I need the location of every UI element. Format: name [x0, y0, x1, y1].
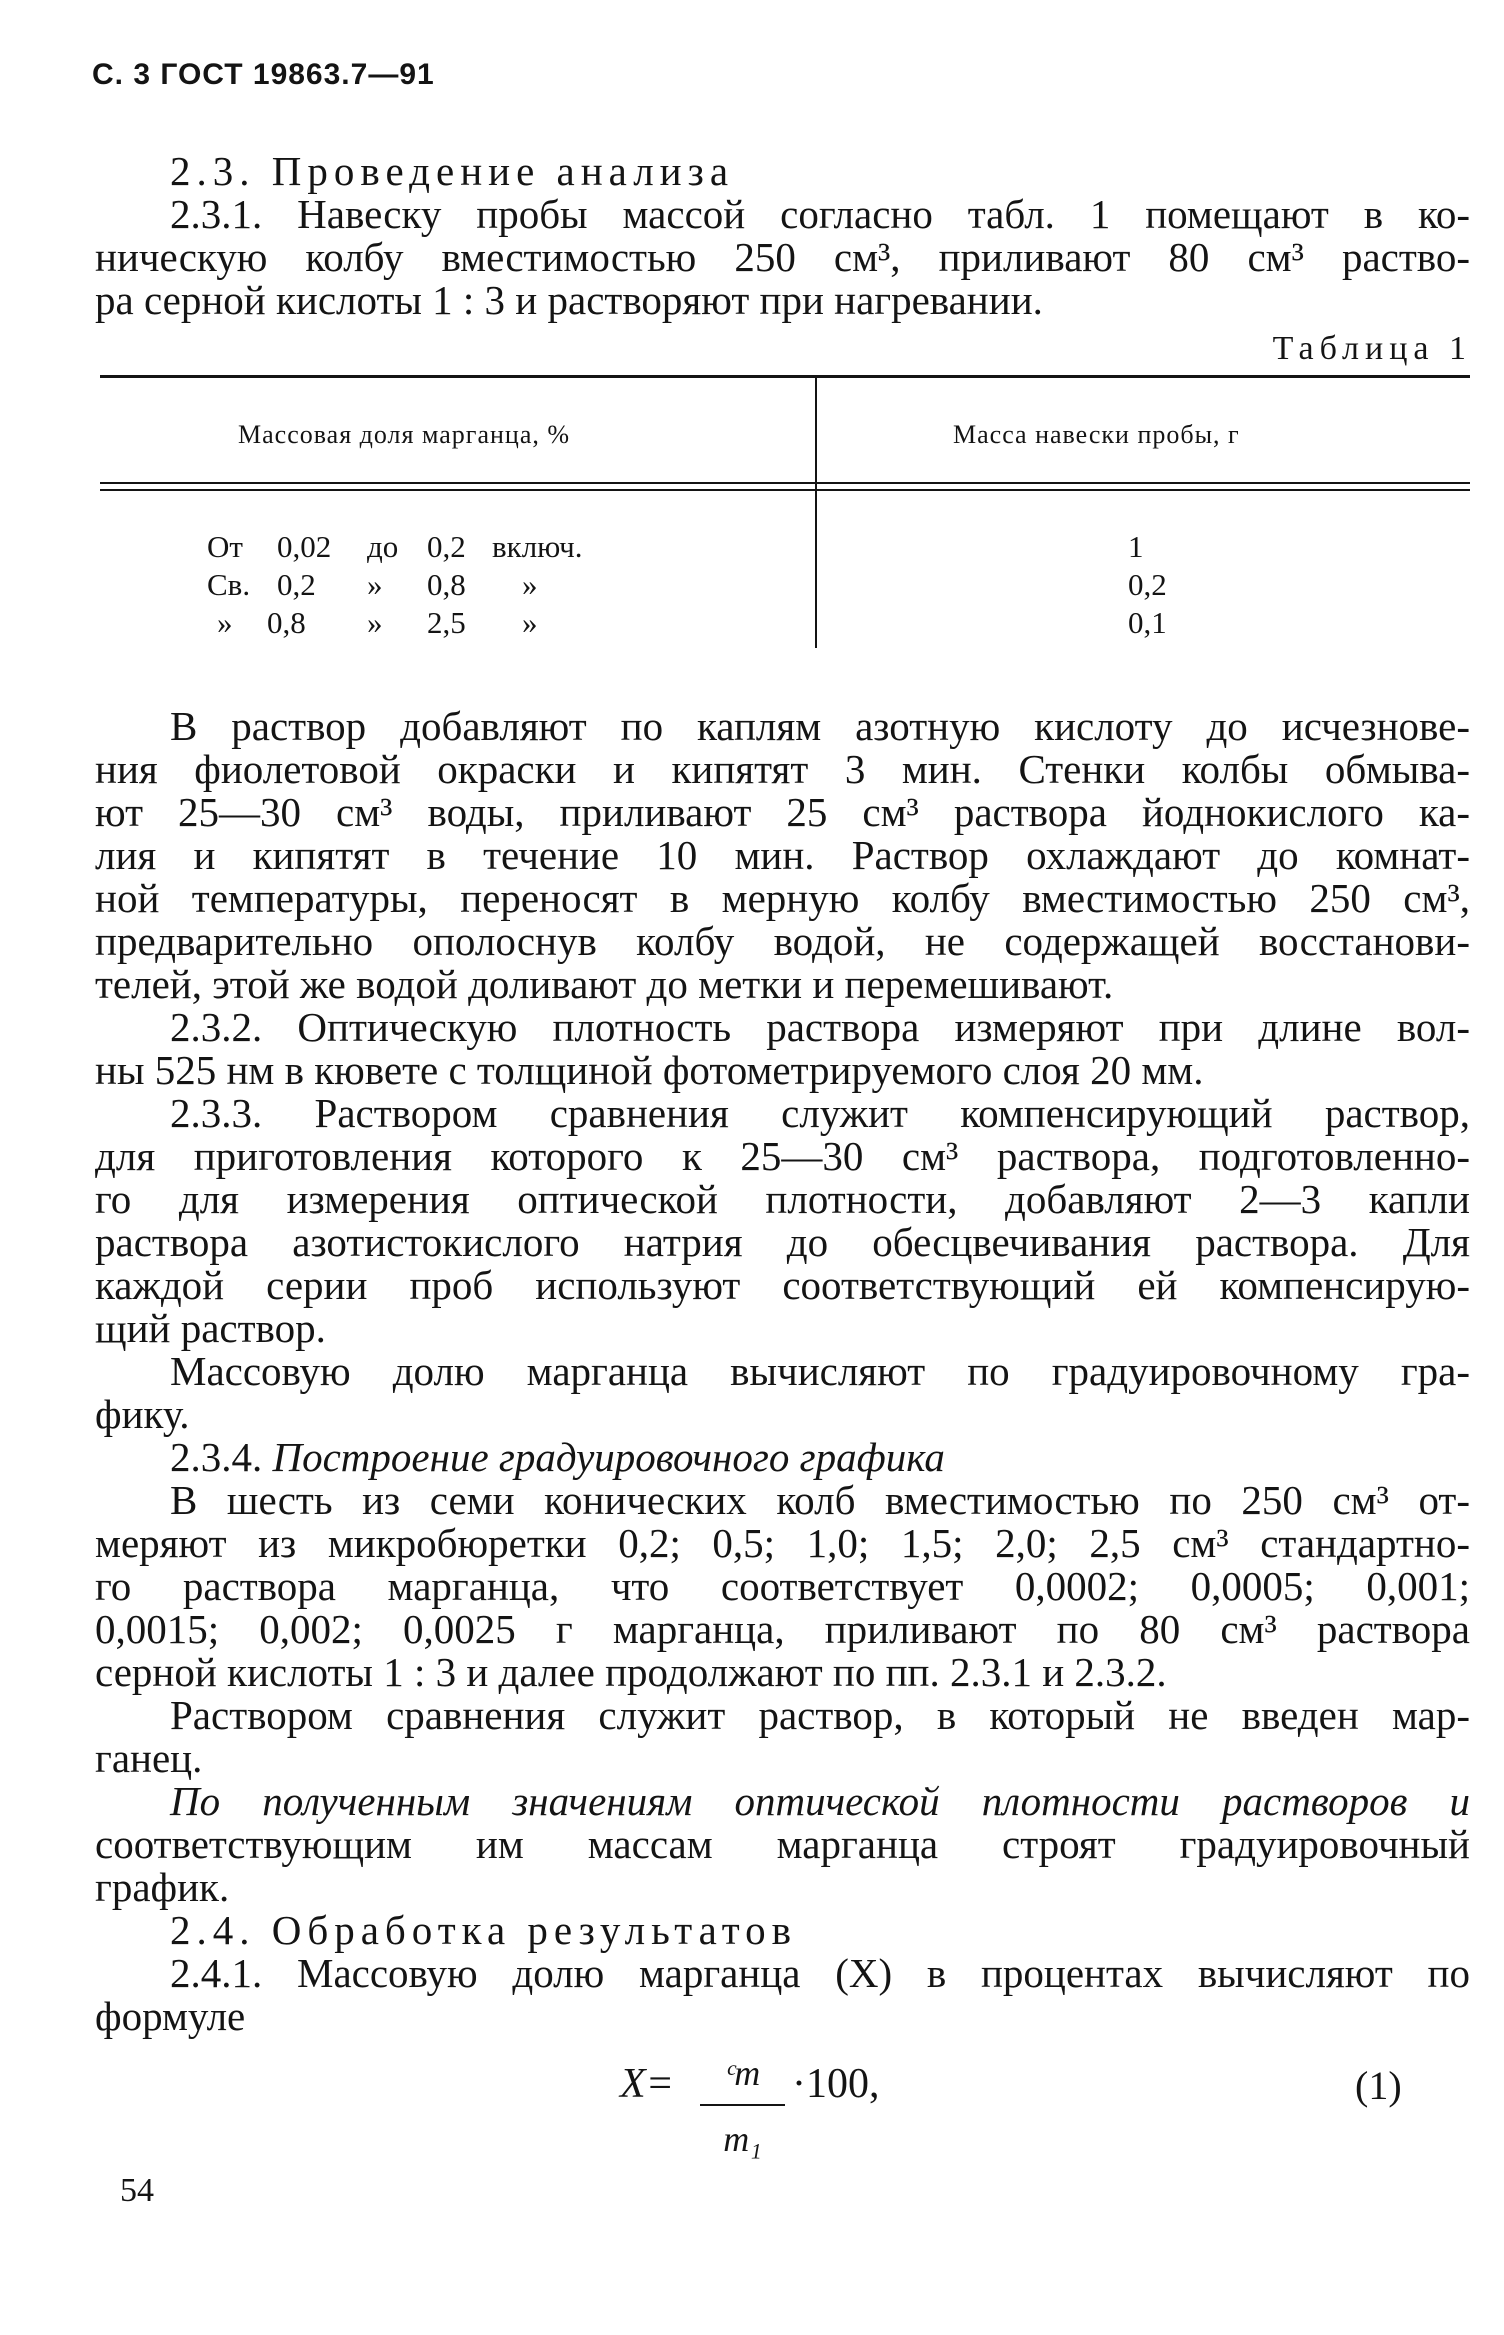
text-line: лия и кипятят в течение 10 мин. Раствор охлаждают до комнат- — [95, 832, 1470, 878]
table-header-rule — [100, 482, 1470, 484]
text-line: 2.4.1. Массовую долю марганца (X) в процентах вычисляют по — [170, 1950, 1470, 1996]
formula-rhs: ·100, — [792, 2061, 880, 2107]
page-header: С. 3 ГОСТ 19863.7—91 — [92, 58, 435, 91]
text-line: серной кислоты 1 : 3 и далее продолжают по пп. 2.3.1 и 2.3.2. — [95, 1649, 1167, 1695]
subsection-heading: 2.3.4. Построение градуировочного графика — [170, 1434, 945, 1480]
table-row: Св. 0,2 » 0,8 » — [207, 567, 538, 602]
text-line: ют 25—30 см³ воды, приливают 25 см³ раствора йоднокислого ка- — [95, 789, 1470, 835]
text-line: 0,0015; 0,002; 0,0025 г марганца, приливают по 80 см³ раствора — [95, 1606, 1470, 1652]
text-line: соответствующим им массам марганца строят градуировочный — [95, 1821, 1470, 1867]
table-col1-values — [207, 528, 583, 642]
page-number: 54 — [120, 2172, 154, 2209]
text-line: 2.3.1. Навеску пробы массой согласно табл. 1 помещают в ко- — [170, 191, 1470, 237]
text-line: По полученным значениям оптической плотности растворов и — [170, 1778, 1470, 1824]
fraction-bar — [700, 2104, 785, 2106]
text-line: фику. — [95, 1391, 190, 1437]
section-heading: 2.3. Проведение анализа — [170, 148, 735, 194]
table-cell-mass: 1 — [1128, 529, 1144, 564]
text-line: Раствором сравнения служит раствор, в который не введен мар- — [170, 1692, 1470, 1738]
table-col1-header: Массовая доля марганца, % — [238, 420, 571, 449]
table-col2-header: Масса навески пробы, г — [953, 420, 1240, 449]
text-line: 2.3.3. Раствором сравнения служит компенсирующий раствор, — [170, 1090, 1470, 1136]
text-line: 2.3.2. Оптическую плотность раствора измеряют при длине вол- — [170, 1004, 1470, 1050]
table-header-rule-double — [100, 489, 1470, 491]
text-line: го раствора марганца, что соответствует 0,0002; 0,0005; 0,001; — [95, 1563, 1470, 1609]
table-col2-values — [1128, 528, 1167, 642]
text-line: ны 525 нм в кювете с толщиной фотометрируемого слоя 20 мм. — [95, 1047, 1204, 1093]
table-cell-mass: 0,1 — [1128, 605, 1167, 640]
text-line: щий раствор. — [95, 1305, 326, 1351]
text-line: формуле — [95, 1993, 246, 2039]
text-line: каждой серии проб используют соответствующий ей компенсирую- — [95, 1262, 1470, 1308]
text-line: го для измерения оптической плотности, добавляют 2—3 капли — [95, 1176, 1470, 1222]
table-caption: Таблица 1 — [1272, 330, 1472, 367]
text-line: для приготовления которого к 25—30 см³ раствора, подготовленно- — [95, 1133, 1470, 1179]
text-line: Массовую долю марганца вычисляют по градуировочному гра- — [170, 1348, 1470, 1394]
text-line: график. — [95, 1864, 230, 1910]
table-cell-mass: 0,2 — [1128, 567, 1167, 602]
text-line: ра серной кислоты 1 : 3 и растворяют при нагревании. — [95, 277, 1043, 323]
table-column-divider — [815, 378, 817, 648]
text-line: телей, этой же водой доливают до метки и перемешивают. — [95, 961, 1114, 1007]
text-line: предварительно ополоснув колбу водой, не содержащей восстанови- — [95, 918, 1470, 964]
equation-number: (1) — [1355, 2063, 1402, 2108]
table-row: » 0,8 » 2,5 » — [217, 605, 538, 640]
formula-lhs: X= — [620, 2061, 674, 2107]
section-heading: 2.4. Обработка результатов — [170, 1907, 798, 1953]
body-text — [95, 705, 1470, 2038]
text-line: раствора азотистокислого натрия до обесцвечивания раствора. Для — [95, 1219, 1470, 1265]
table-top-rule — [100, 375, 1470, 378]
section-2-3 — [95, 150, 1470, 322]
text-line: ной температуры, переносят в мерную колбу вместимостью 250 см³, — [95, 875, 1470, 921]
formula-denominator: m₁ — [723, 2119, 762, 2159]
text-line: ния фиолетовой окраски и кипятят 3 мин. Стенки колбы обмыва- — [95, 746, 1470, 792]
text-line: ническую колбу вместимостью 250 см³, приливают 80 см³ раство- — [95, 234, 1470, 280]
formula — [620, 2053, 880, 2159]
formula-numerator: ᶜm — [724, 2053, 761, 2093]
text-line: В раствор добавляют по каплям азотную кислоту до исчезнове- — [170, 703, 1470, 749]
table-row: От 0,02 до 0,2 включ. — [207, 529, 583, 564]
text-line: В шесть из семи конических колб вместимостью по 250 см³ от- — [170, 1477, 1470, 1523]
text-line: ганец. — [95, 1735, 203, 1781]
text-line: меряют из микробюретки 0,2; 0,5; 1,0; 1,5; 2,0; 2,5 см³ стандартно- — [95, 1520, 1470, 1566]
